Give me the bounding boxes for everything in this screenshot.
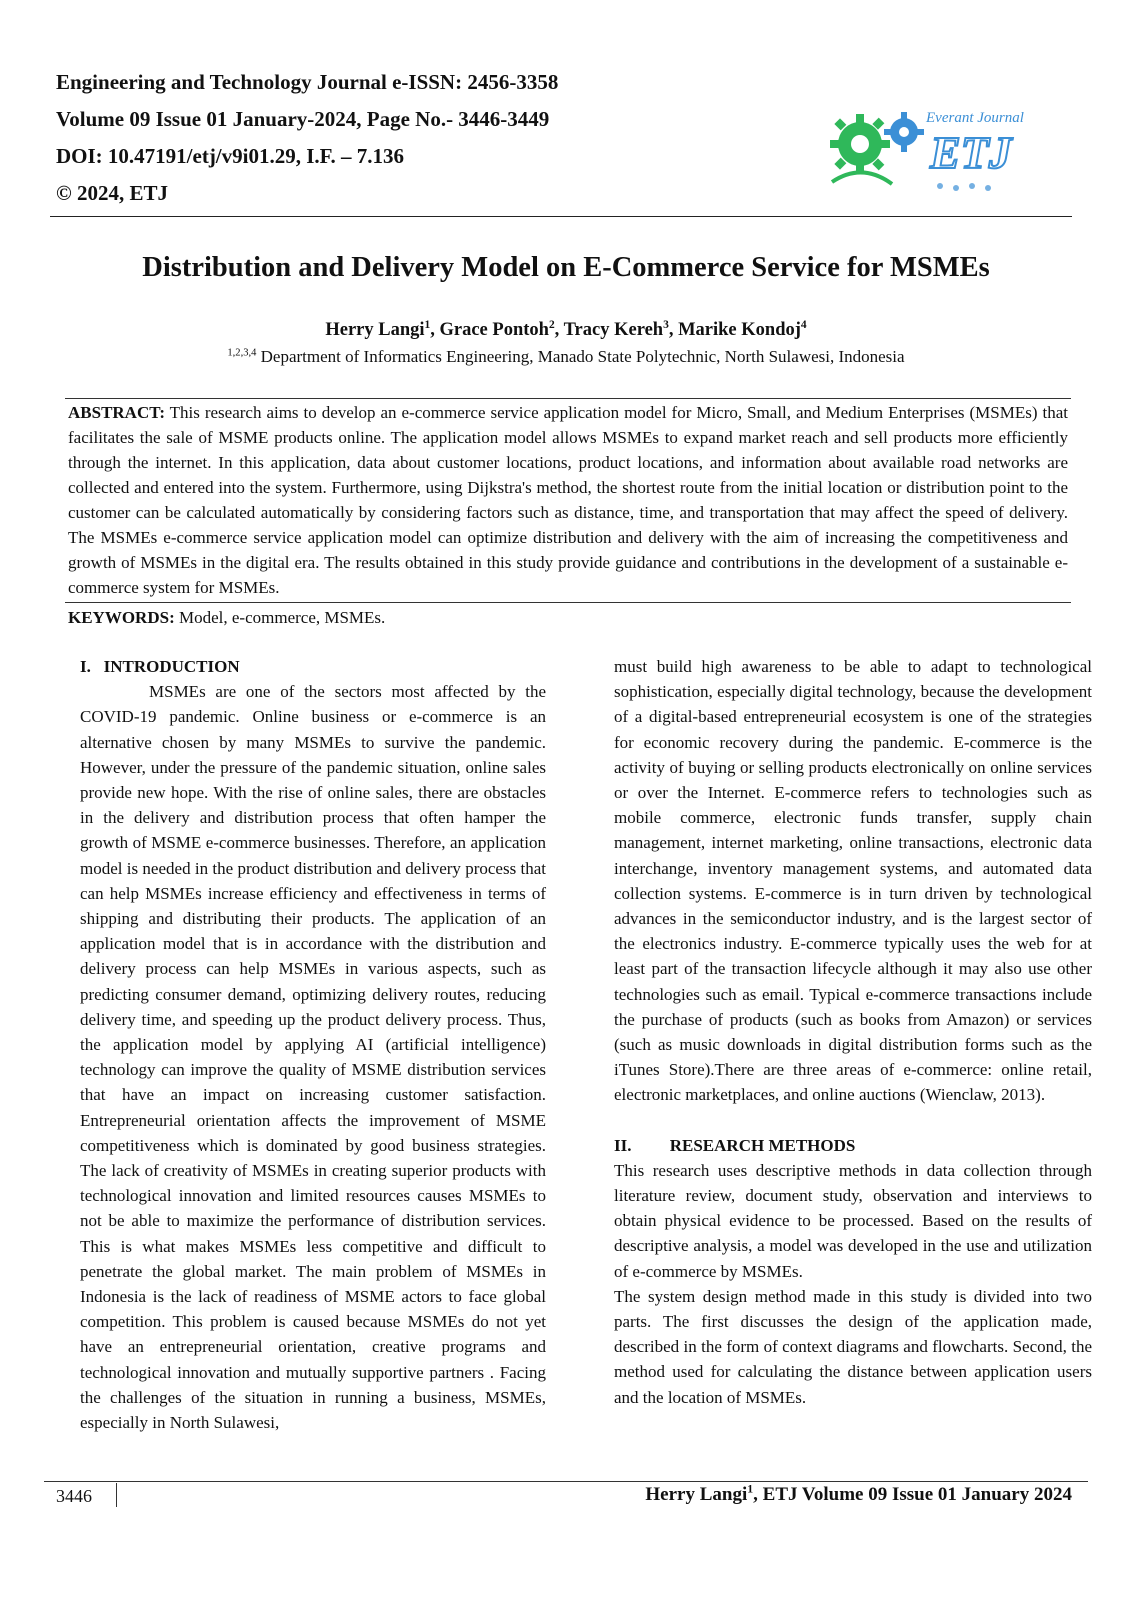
keywords bbox=[68, 605, 385, 630]
logo-top-text: Everant Journal bbox=[926, 110, 1024, 126]
footer-citation: Herry Langi$^1$, ETJ Volume 09 Issue 01 January 2024 bbox=[645, 1482, 1072, 1505]
keywords-label: KEYWORDS: bbox=[68, 608, 175, 627]
header-rule bbox=[50, 216, 1072, 217]
abstract bbox=[68, 400, 1068, 600]
section-heading-research-methods: II. RESEARCH METHODS bbox=[614, 1135, 856, 1155]
abstract-top-rule bbox=[65, 398, 1071, 399]
footer-divider bbox=[116, 1483, 117, 1507]
abstract-bottom-rule bbox=[65, 602, 1071, 603]
author-name: Grace Pontoh bbox=[439, 320, 549, 340]
paper-title: Distribution and Delivery Model on E-Commerce Service for MSMEs bbox=[142, 252, 990, 283]
keywords-text: Model, e-commerce, MSMEs. bbox=[178, 608, 386, 627]
right-column bbox=[614, 654, 1092, 1410]
etj-logo-icon bbox=[822, 92, 1042, 202]
page-number: 3446 bbox=[56, 1486, 92, 1506]
author-name: Tracy Kereh bbox=[563, 320, 664, 340]
author-name: Marike Kondoj bbox=[678, 320, 801, 340]
introduction-paragraph-continued: must build high awareness to be able to adapt to technological sophistication, especially digital technology, because the development of a digital-based entrepreneurial ecosystem is one of the strategies for economic recovery during the pandemic. E-commerce is the activity of buying or selling products electronically on online services or over the Internet. E-commerce refers to technologies such as mobile commerce, electronic funds transfer, supply chain management, internet marketing, online transactions, electronic data interchange, inventory management systems, and automated data collection systems. E-commerce is in turn driven by technological advances in the semiconductor industry, and is the largest sector of the electronics industry. E-commerce typically uses the web for at least part of the transaction lifecycle although it may also use other technologies such as email. Typical e-commerce transactions include the purchase of products (such as books from Amazon) or services (such as music downloads in digital distribution forms such as the iTunes Store).There are three areas of e-commerce: online retail, electronic marketplaces, and online auctions (Wienclaw, 2013). bbox=[614, 657, 1092, 1105]
author-name: Herry Langi bbox=[325, 320, 425, 340]
introduction-paragraph: MSMEs are one of the sectors most affected by the COVID-19 pandemic. Online business or e-commerce is an alternative chosen by many MSMEs to survive the pandemic. However, under the pressure of the pandemic situation, online sales provide new hope. With the rise of online sales, there are obstacles in the delivery and distribution process that often hamper the growth of MSME e-commerce businesses. Therefore, an application model is needed in the product distribution and delivery process that can help MSMEs increase efficiency and effectiveness in terms of shipping and distributing their products. The application of an application model that is in accordance with the distribution and delivery process can help MSMEs in various aspects, such as predicting consumer demand, optimizing delivery routes, reducing delivery time, and speeding up the product delivery process. Thus, the application model by applying AI (artificial intelligence) technology can improve the quality of MSME distribution services that have an impact on increasing customer satisfaction. Entrepreneurial orientation affects the improvement of MSME competitiveness which is dominated by good business strategies. The lack of creativity of MSMEs in creating superior products with technological innovation and limited resources causes MSMEs to not be able to maximize the performance of distribution services. This is what makes MSMEs less competitive and difficult to penetrate the global market. The main problem of MSMEs in Indonesia is the lack of readiness of MSME actors to face global competition. This problem is caused because MSMEs do not yet have an entrepreneurial orientation, creative programs and technological innovation and mutually supportive partners . Facing the challenges of the situation in running a business, MSMEs, especially in North Sulawesi, bbox=[80, 682, 546, 1433]
affiliation: $^{1,2,3,4}$ Department of Informatics Engineering, Manado State Polytechnic, North Sulawesi, Indonesia bbox=[227, 347, 905, 366]
author-list: Herry Langi$^1$, Grace Pontoh$^2$, Tracy Kereh$^3$, Marike Kondoj$^4$ bbox=[325, 318, 807, 340]
logo-main-text: ETJ bbox=[930, 127, 1012, 178]
journal-doi-line: DOI: 10.47191/etj/v9i01.29, I.F. – 7.136 bbox=[56, 144, 405, 168]
abstract-text: This research aims to develop an e-commerce service application model for Micro, Small, and Medium Enterprises (MSMEs) that facilitates the sale of MSME products online. The application model allows MSMEs to expand market reach and sell products more efficiently through the internet. In this application, data about customer locations, product locations, and information about available road networks are collected and entered into the system. Furthermore, using Dijkstra's method, the shortest route from the initial location or distribution point to the customer can be calculated automatically by considering factors such as distance, time, and transportation that may affect the speed of delivery. The MSMEs e-commerce service application model can optimize distribution and delivery with the aim of increasing the competitiveness and growth of MSMEs in the digital era. The results obtained in this study provide guidance and contributions in the development of a sustainable e-commerce system for MSMEs. bbox=[68, 403, 1068, 597]
left-column bbox=[80, 654, 546, 1435]
footer-rule bbox=[44, 1481, 1088, 1482]
section-heading-introduction: I. INTRODUCTION bbox=[80, 657, 240, 676]
abstract-label: ABSTRACT: bbox=[68, 403, 165, 422]
journal-issn-line: Engineering and Technology Journal e-ISSN: 2456-3358 bbox=[56, 70, 559, 94]
methods-paragraph-2: The system design method made in this study is divided into two parts. The first discusses the design of the application made, described in the form of context diagrams and flowcharts. Second, the method used for calculating the distance between application users and the location of MSMEs. bbox=[614, 1286, 1092, 1407]
journal-volume-line: Volume 09 Issue 01 January-2024, Page No.- 3446-3449 bbox=[56, 107, 550, 131]
journal-copyright-line: © 2024, ETJ bbox=[56, 181, 168, 205]
methods-paragraph-1: This research uses descriptive methods in data collection through literature review, document study, observation and interviews to obtain physical evidence to be processed. Based on the results of descriptive analysis, a model was developed in the use and utilization of e-commerce by MSMEs. bbox=[614, 1160, 1092, 1281]
journal-header bbox=[56, 64, 756, 212]
